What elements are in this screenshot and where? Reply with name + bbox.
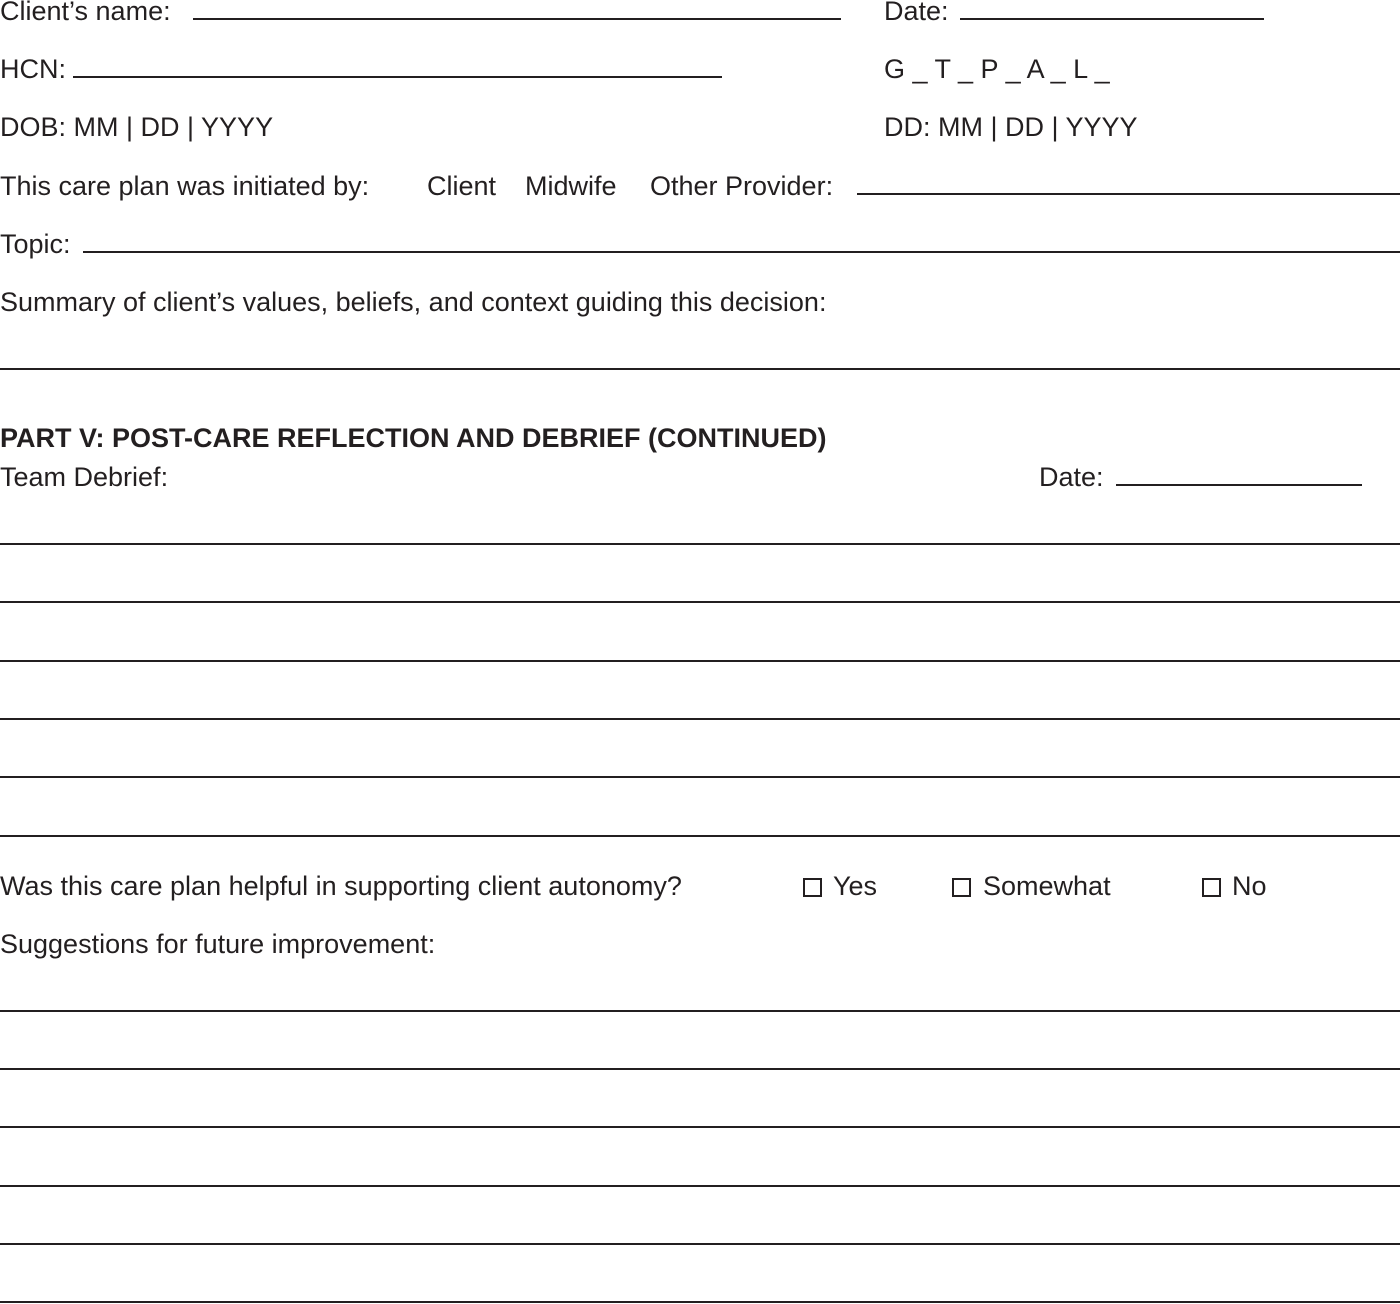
suggestions-line[interactable] [0, 1068, 1400, 1070]
initiated-option-client[interactable]: Client [427, 171, 497, 201]
no-checkbox[interactable] [1202, 878, 1221, 897]
yes-checkbox[interactable] [803, 878, 822, 897]
debrief-date-label: Date: [1039, 462, 1104, 492]
debrief-line[interactable] [0, 718, 1400, 720]
debrief-line[interactable] [0, 601, 1400, 603]
team-debrief-label: Team Debrief: [0, 462, 169, 492]
suggestions-label: Suggestions for future improvement: [0, 929, 436, 959]
somewhat-label: Somewhat [983, 871, 1111, 901]
initiated-option-midwife[interactable]: Midwife [525, 171, 617, 201]
autonomy-question: Was this care plan helpful in supporting client autonomy? [0, 871, 682, 901]
due-date-field[interactable]: DD: MM | DD | YYYY [884, 112, 1138, 142]
suggestions-line[interactable] [0, 1243, 1400, 1245]
initiated-option-other-provider[interactable]: Other Provider: [650, 171, 834, 201]
gtpal-field[interactable]: G _ T _ P _ A _ L _ [884, 54, 1110, 84]
somewhat-checkbox[interactable] [952, 878, 971, 897]
debrief-line[interactable] [0, 776, 1400, 778]
topic-label: Topic: [0, 229, 71, 259]
part-v-heading: PART V: POST-CARE REFLECTION AND DEBRIEF (CONTINUED) [0, 423, 827, 453]
other-provider-field[interactable] [857, 193, 1400, 195]
summary-label: Summary of client’s values, beliefs, and context guiding this decision: [0, 287, 827, 317]
dob-field[interactable]: DOB: MM | DD | YYYY [0, 112, 274, 142]
debrief-line[interactable] [0, 543, 1400, 545]
topic-field[interactable] [83, 251, 1400, 253]
debrief-date-field[interactable] [1116, 484, 1362, 486]
no-label: No [1232, 871, 1267, 901]
initiated-by-label: This care plan was initiated by: [0, 171, 370, 201]
suggestions-line[interactable] [0, 1010, 1400, 1012]
client-name-label: Client’s name: [0, 0, 171, 26]
debrief-line[interactable] [0, 835, 1400, 837]
date-label: Date: [884, 0, 949, 26]
client-name-field[interactable] [193, 18, 841, 20]
hcn-field[interactable] [73, 76, 722, 78]
summary-field[interactable] [0, 368, 1400, 370]
hcn-label: HCN: [0, 54, 66, 84]
yes-label: Yes [833, 871, 878, 901]
date-field[interactable] [960, 18, 1264, 20]
suggestions-line[interactable] [0, 1126, 1400, 1128]
suggestions-line[interactable] [0, 1301, 1400, 1303]
suggestions-line[interactable] [0, 1185, 1400, 1187]
debrief-line[interactable] [0, 660, 1400, 662]
